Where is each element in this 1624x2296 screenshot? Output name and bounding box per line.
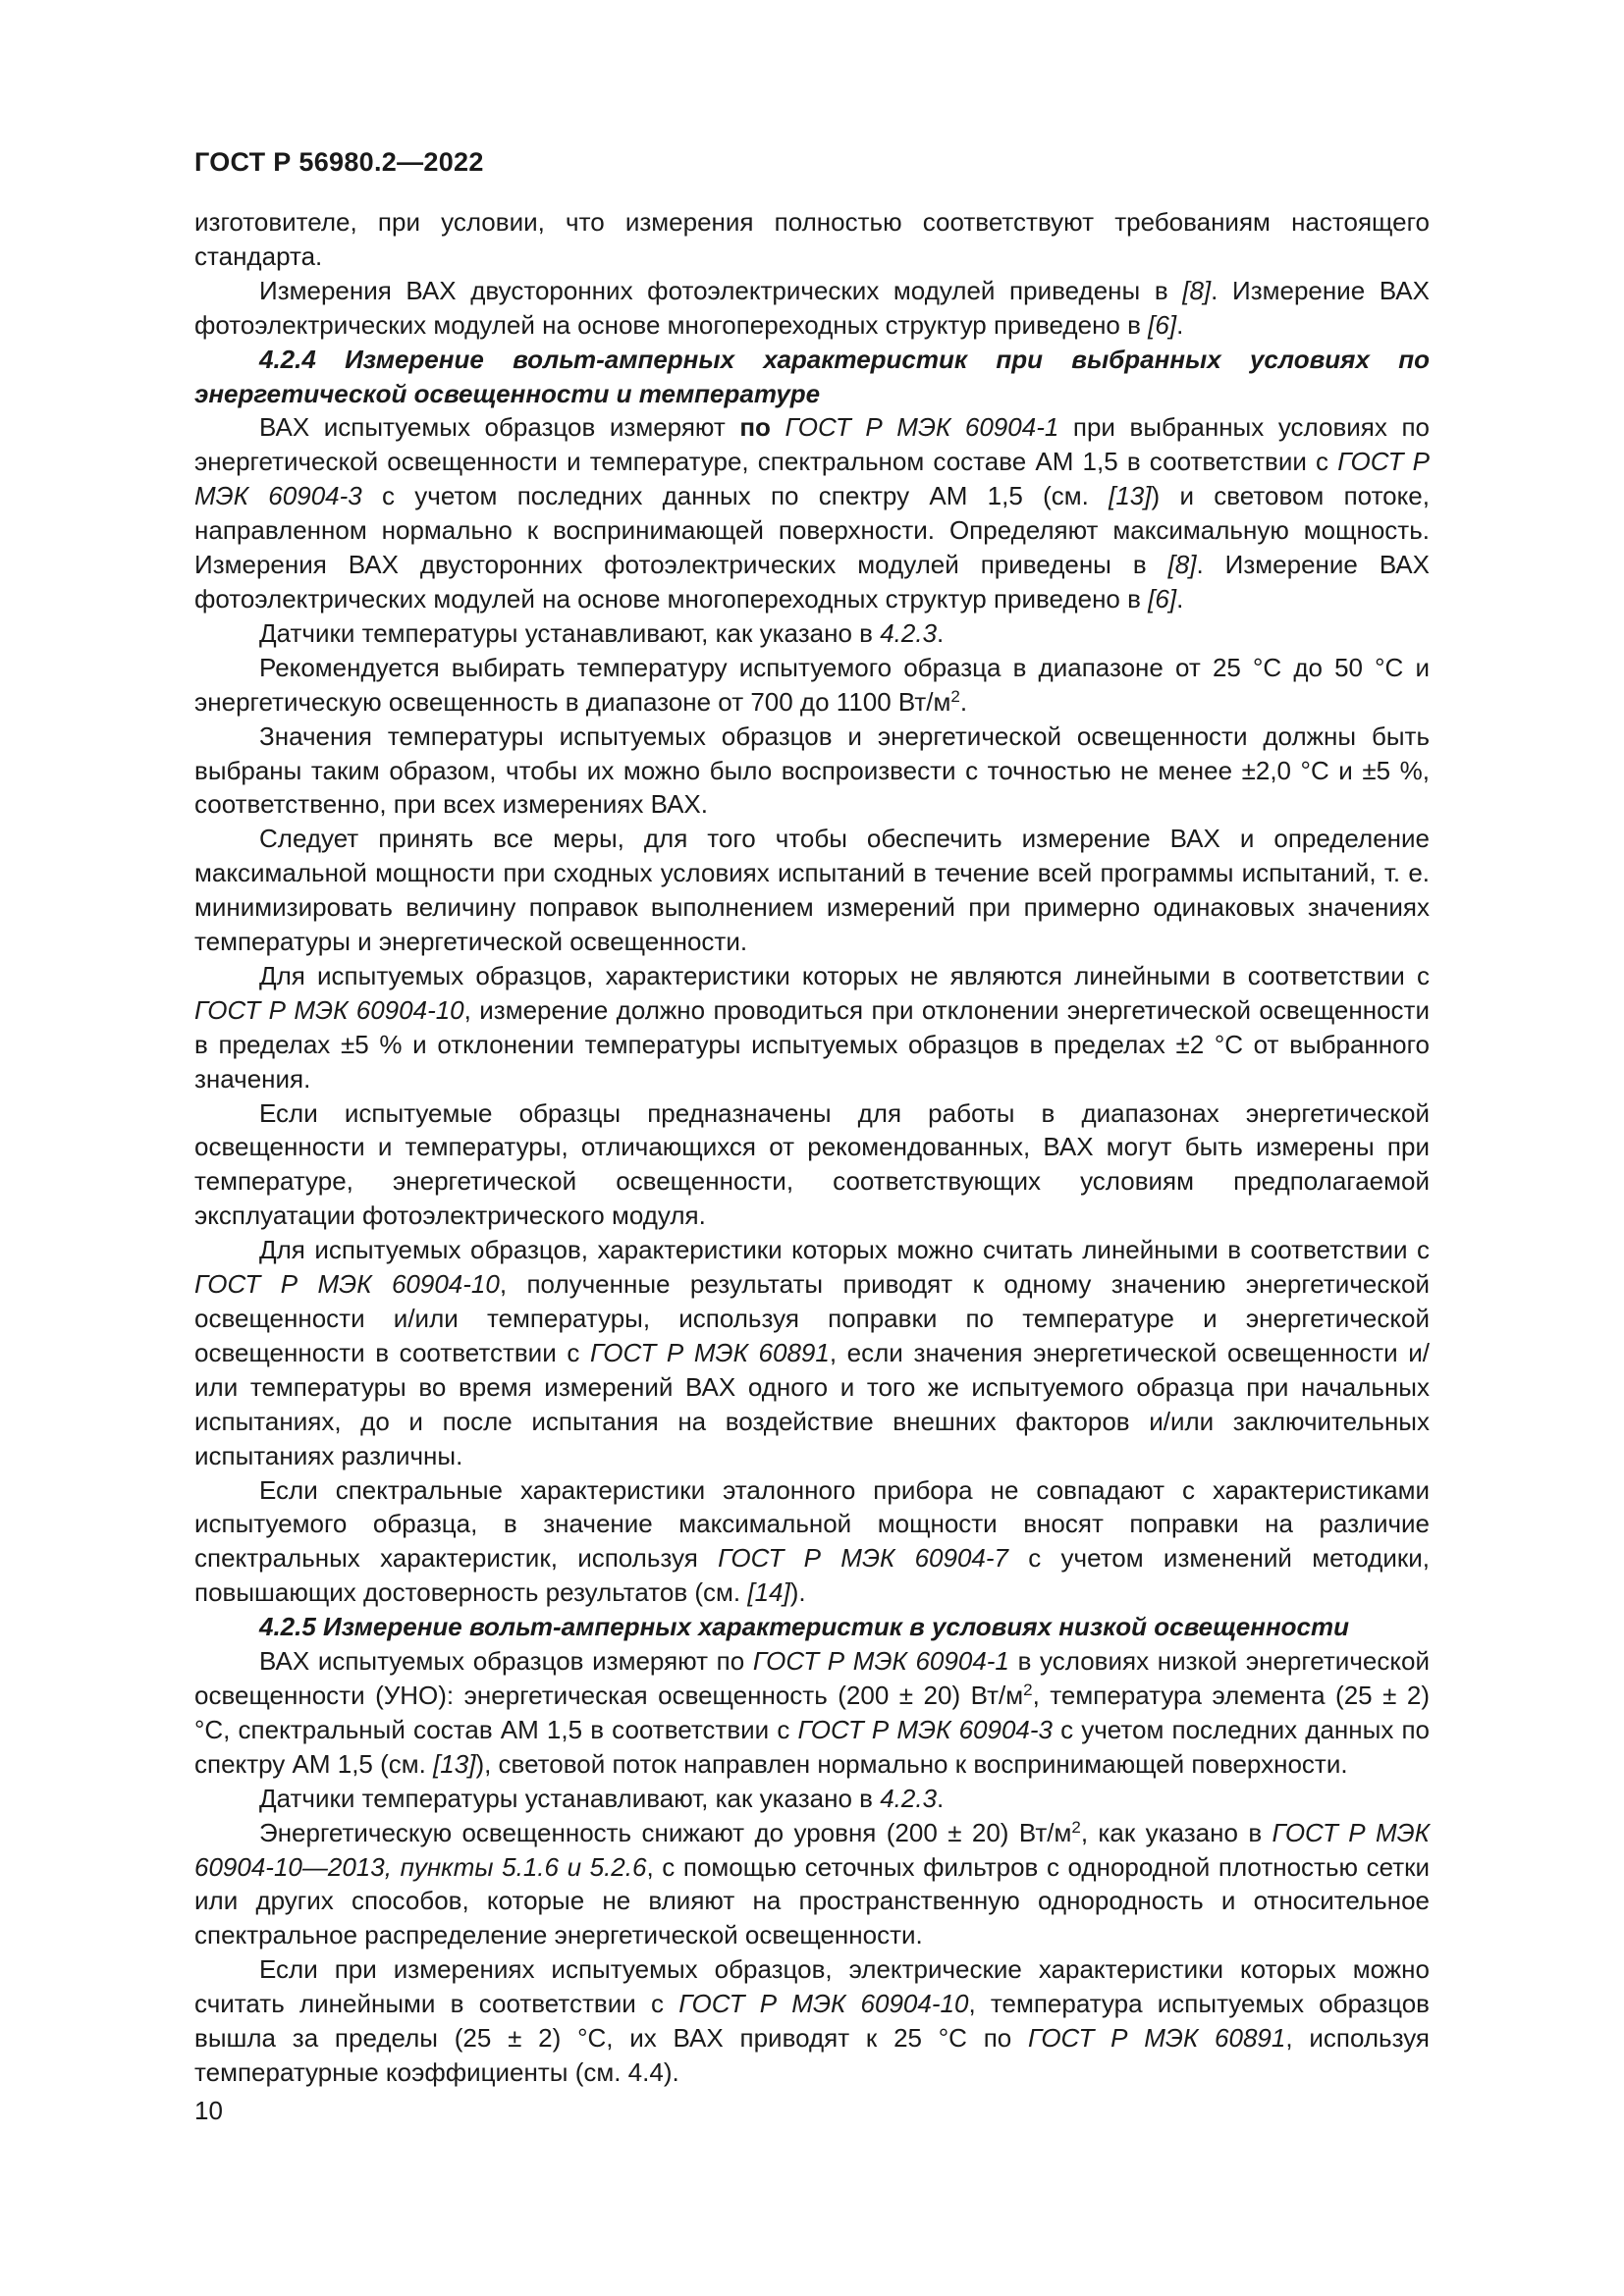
paragraph: изготовителе, при условии, что измерения полностью соответствуют требованиям настоящего стандарта.	[194, 207, 1430, 271]
paragraph: Если испытуемые образцы предназначены для работы в диапазонах энергетической освещенности и температуры, отличающихся от рекомендованных, ВАХ могут быть измерены при температуре, энергетической освещенности, соответствующих условиям предполагаемой эксплуатации фотоэлектрического модуля.	[194, 1097, 1430, 1231]
standard-reference: ГОСТ Р МЭК 60891	[589, 1337, 830, 1367]
reference: [8]	[1167, 550, 1197, 580]
standard-reference: ГОСТ Р МЭК 60904-10	[194, 1269, 500, 1300]
standard-reference: ГОСТ Р МЭК 60904-10	[678, 1989, 969, 2019]
reference: [13]	[433, 1748, 476, 1779]
document-header: ГОСТ Р 56980.2—2022	[194, 147, 484, 177]
reference: [6]	[1148, 309, 1177, 340]
standard-reference: ГОСТ Р МЭК 60904-7	[718, 1543, 1008, 1574]
paragraph: Датчики температуры устанавливают, как указано в 4.2.3.	[259, 1783, 945, 1813]
document-page	[194, 147, 1430, 2127]
paragraph: Измерения ВАХ двусторонних фотоэлектрических модулей приведены в [8]. Измерение ВАХ фотоэлектрических модулей на основе многопереходных структур приведено в [6].	[194, 275, 1430, 340]
standard-reference: ГОСТ Р МЭК 60904-10	[194, 994, 464, 1025]
section-heading-4-2-4: 4.2.4 Измерение вольт-амперных характеристик при выбранных условиях по энергетической освещенности и температуре	[194, 344, 1430, 408]
paragraph: Следует принять все меры, для того чтобы обеспечить измерение ВАХ и определение максимальной мощности при сходных условиях испытаний в течение всей программы испытаний, т. е. минимизировать величину поправок выполнением измерений при примерно одинаковых значениях температуры и энергетической освещенности.	[194, 824, 1430, 957]
body-text	[194, 205, 1430, 2090]
section-heading-4-2-5: 4.2.5 Измерение вольт-амперных характеристик в условиях низкой освещенности	[259, 1612, 1350, 1642]
paragraph: Датчики температуры устанавливают, как указано в 4.2.3.	[259, 617, 945, 648]
section-reference: 4.2.3	[880, 1783, 938, 1813]
standard-reference: ГОСТ Р МЭК 60904-3	[797, 1714, 1053, 1744]
reference: [14]	[747, 1577, 790, 1608]
paragraph: Значения температуры испытуемых образцов и энергетической освещенности должны быть выбраны таким образом, чтобы их можно было воспроизвести с точностью не менее ±2,0 °С и ±5 %, соответственно, при всех измерениях ВАХ.	[194, 721, 1430, 820]
standard-reference: ГОСТ Р МЭК 60904-1	[752, 1646, 1009, 1677]
standard-reference: ГОСТ Р МЭК 60904-3	[194, 447, 1430, 511]
paragraph: ВАХ испытуемых образцов измеряют по ГОСТ Р МЭК 60904-1 в условиях низкой энергетической освещенности (УНО): энергетическая освещенность (200 ± 20) $Вт/м^2$, температура элемента (25 ± 2) °С, спектральный состав АМ 1,5 в соответствии с ГОСТ Р МЭК 60904-3 с учетом последних данных по спектру АМ 1,5 (см. [13]), световой поток направлен нормально к воспринимающей поверхности.	[194, 1646, 1431, 1779]
paragraph: Рекомендуется выбирать температуру испытуемого образца в диапазоне от 25 °С до 50 °С и энергетическую освещенность в диапазоне от 700 до 1100 $Вт/м^2$.	[194, 652, 1430, 717]
paragraph: Для испытуемых образцов, характеристики которых не являются линейными в соответствии с ГОСТ Р МЭК 60904-10, измерение должно проводиться при отклонении энергетической освещенности в пределах ±5 % и отклонении температуры испытуемых образцов в пределах ±2 °С от выбранного значения.	[194, 960, 1430, 1094]
paragraph: Для испытуемых образцов, характеристики которых можно считать линейными в соответствии с ГОСТ Р МЭК 60904-10, полученные результаты приводят к одному значению энергетической освещенности и/или температуры, используя поправки по температуре и энергетической освещенности в соответствии с ГОСТ Р МЭК 60891, если значения энергетической освещенности и/или температуры во время измерений ВАХ одного и того же испытуемого образца при начальных испытаниях, до и после испытания на воздействие внешних факторов и/или заключительных испытаниях различны.	[194, 1235, 1430, 1470]
paragraph: Если при измерениях испытуемых образцов, электрические характеристики которых можно считать линейными в соответствии с ГОСТ Р МЭК 60904-10, температура испытуемых образцов вышла за пределы (25 ± 2) °С, их ВАХ приводят к 25 °С по ГОСТ Р МЭК 60891, используя температурные коэффициенты (см. 4.4).	[194, 1954, 1430, 2087]
paragraph: Если спектральные характеристики эталонного прибора не совпадают с характеристиками испытуемого образца, в значение максимальной мощности вносят поправки на различие спектральных характеристик, используя ГОСТ Р МЭК 60904-7 с учетом изменений методики, повышающих достоверность результатов (см. [14]).	[194, 1474, 1430, 1608]
reference: [8]	[1182, 275, 1212, 305]
reference: [6]	[1148, 583, 1177, 614]
standard-reference: ГОСТ Р МЭК 60891	[1028, 2023, 1286, 2054]
reference: [13]	[1109, 481, 1152, 511]
paragraph: ВАХ испытуемых образцов измеряют по ГОСТ Р МЭК 60904-1 при выбранных условиях по энергетической освещенности и температуре, спектральном составе АМ 1,5 в соответствии с ГОСТ Р МЭК 60904-3 с учетом последних данных по спектру АМ 1,5 (см. [13]) и световом потоке, направленном нормально к воспринимающей поверхности. Определяют максимальную мощность. Измерения ВАХ двусторонних фотоэлектрических модулей приведены в [8]. Измерение ВАХ фотоэлектрических модулей на основе многопереходных структур приведено в [6].	[194, 412, 1430, 614]
paragraph: Энергетическую освещенность снижают до уровня (200 ± 20) $Вт/м^2$, как указано в ГОСТ Р МЭК 60904-10—2013, пункты 5.1.6 и 5.2.6, с помощью сеточных фильтров с однородной плотностью сетки или других способов, которые не влияют на пространственную однородность и относительное спектральное распределение энергетической освещенности.	[194, 1817, 1431, 1950]
clause-reference: пункты 5.1.6 и 5.2.6	[400, 1851, 647, 1882]
page-number: 10	[194, 2095, 223, 2125]
standard-reference: ГОСТ Р МЭК 60904-1	[785, 412, 1059, 443]
standard-reference: ГОСТ Р МЭК 60904-10—2013,	[194, 1817, 1431, 1882]
section-reference: 4.2.3	[880, 617, 938, 648]
